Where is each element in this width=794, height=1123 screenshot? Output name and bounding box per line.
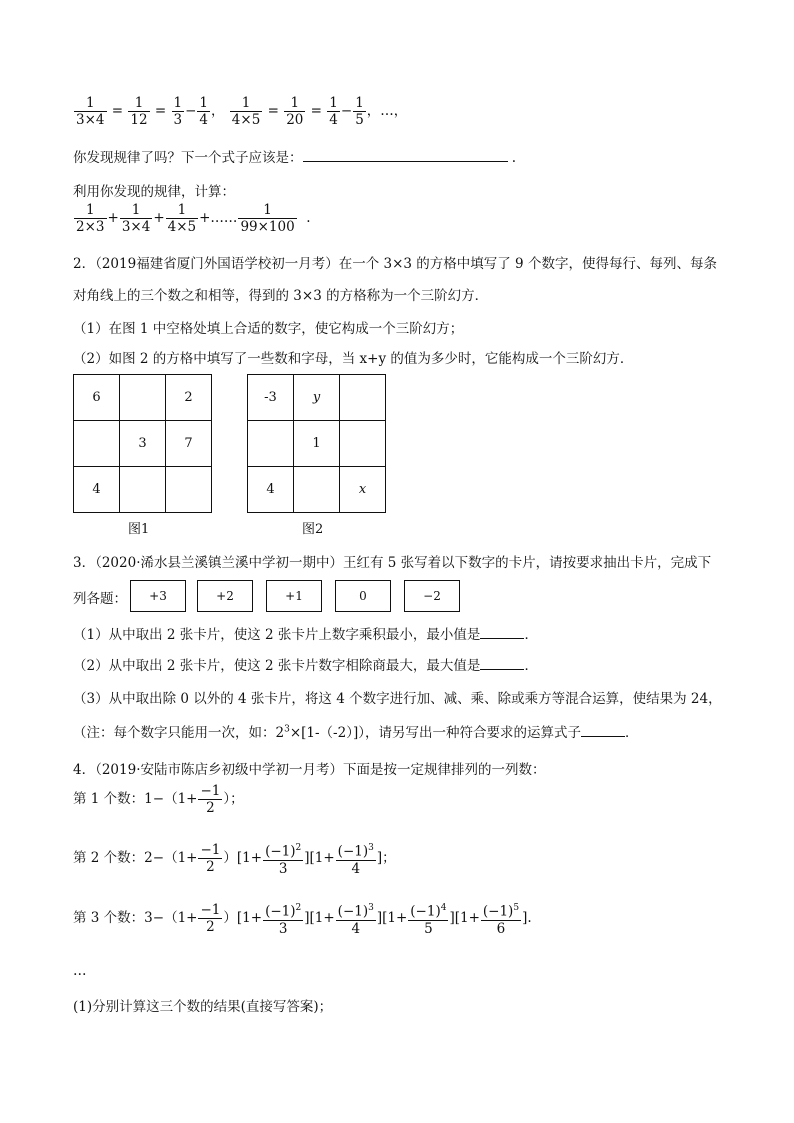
fig2-cell (340, 421, 386, 467)
q3-note-b: ×[1-（-2）]），请另写出一种符合要求的运算式子 (289, 725, 581, 741)
q4-number3: 第 3 个数：3−（1+ $\frac{-1}{2}$ ）[1+ $\frac{(-1)^2}{3}$ ][1+ $\frac{(-1)^3}{4}$ ][1+ $\frac{(-1)^4}{5}$ ][1+ $\frac{(-1)^5}{6}$ ]. (73, 901, 532, 937)
q3-part2-line: （2）从中取出 2 张卡片，使这 2 张卡片数字相除商最大，最大值是 ． (73, 658, 538, 674)
fig2-cell: -3 (248, 375, 294, 421)
q4-part1: (1)分别计算这三个数的结果(直接写答案)； (73, 999, 333, 1015)
q3-header-cont: 列各题： (73, 591, 127, 607)
apply-prompt: 利用你发现的规律，计算： (73, 184, 235, 200)
fig2-cell: 4 (248, 467, 294, 513)
discover-question: 你发现规律了吗？下一个式子应该是： (73, 150, 303, 166)
q3-part3: （3）从中取出除 0 以外的 4 张卡片，将这 4 个数字进行加、减、乘、除或乘方等混合运算，使结果为 24， (73, 691, 722, 707)
fig1-cell: 7 (166, 421, 212, 467)
answer-blank[interactable] (480, 626, 524, 639)
q4-n3-label: 第 3 个数： (73, 909, 145, 926)
fig2-caption: 图2 (302, 522, 324, 537)
q4-ellipsis: … (73, 963, 87, 979)
q2-part1: （1）在图 1 中空格处填上合适的数字，使它构成一个三阶幻方； (73, 321, 464, 337)
q2-header: 2．（2019福建省厦门外国语学校初一月考）在一个 3×3 的方格中填写了 9 个数字，使得每行、每列、每条 (73, 256, 717, 272)
fig1-cell: 4 (74, 467, 120, 513)
fig1-cell (120, 467, 166, 513)
answer-blank[interactable] (581, 724, 625, 737)
fig1-cell: 3 (120, 421, 166, 467)
q3-part1: （1）从中取出 2 张卡片，使这 2 张卡片上数字乘积最小，最小值是 (73, 627, 481, 643)
var-x: x (358, 482, 367, 497)
answer-blank[interactable] (303, 149, 508, 162)
q2-header-cont: 对角线上的三个数之和相等，得到的 3×3 的方格称为一个三阶幻方． (73, 288, 489, 304)
fig1-cell (74, 421, 120, 467)
q3-header: 3．（2020·浠水县兰溪镇兰溪中学初一期中）王红有 5 张写着以下数字的卡片，请按要求抽出卡片，完成下 (73, 555, 712, 571)
magic-square-fig1 (73, 374, 212, 513)
fig1-cell: 2 (166, 375, 212, 421)
number-card: +2 (197, 580, 253, 612)
q3-part2: （2）从中取出 2 张卡片，使这 2 张卡片数字相除商最大，最大值是 (73, 658, 481, 674)
q3-note-line: （注：每个数字只能用一次，如：$2^3\times[1-(-2)]$），请另写出一种符合要求的运算式子 ． (73, 724, 639, 741)
number-card: +1 (266, 580, 322, 612)
number-card: 0 (335, 580, 391, 612)
q3-part1-line: （1）从中取出 2 张卡片，使这 2 张卡片上数字乘积最小，最小值是 ． (73, 627, 538, 643)
number-card: +3 (130, 580, 186, 612)
pattern-formula: $\frac{1}{3\times 4}$ = $\frac{1}{12}$ = $\frac{1}{3}$ − $\frac{1}{4}$ ， $\frac{1}{4\times 5}$ = $\frac{1}{20}$ = $\frac{1}{4}$ − $\frac{1}{5}$ ，…， (76, 95, 408, 128)
fig2-cell (294, 467, 340, 513)
fig1-cell (166, 467, 212, 513)
fig2-cell (248, 421, 294, 467)
fig2-cell: 1 (294, 421, 340, 467)
q4-header: 4．（2019·安陆市陈店乡初级中学初一月考）下面是按一定规律排列的一列数： (73, 762, 546, 778)
fig2-cell (294, 375, 340, 421)
number-card: −2 (404, 580, 460, 612)
fig1-cell (120, 375, 166, 421)
q4-number2: 第 2 个数：2−（1+ $\frac{-1}{2}$ ）[1+ $\frac{(-1)^2}{3}$ ][1+ $\frac{(-1)^3}{4}$ ]； (73, 841, 396, 877)
fig1-cell: 6 (74, 375, 120, 421)
magic-square-fig2 (247, 374, 386, 513)
q4-number1: 第 1 个数：1−（1+ $\frac{-1}{2}$ ）； (73, 783, 244, 816)
fig2-cell (340, 375, 386, 421)
q3-note-sup: 3 (284, 724, 290, 735)
var-y: y (312, 390, 321, 405)
q4-n1-label: 第 1 个数： (73, 791, 145, 807)
q4-n2-label: 第 2 个数： (73, 849, 145, 866)
q2-part2: （2）如图 2 的方格中填写了一些数和字母，当 x+y 的值为多少时，它能构成一个三阶幻方． (73, 351, 634, 367)
answer-blank[interactable] (480, 657, 524, 670)
fig2-cell (340, 467, 386, 513)
discover-question-line: 你发现规律了吗？下一个式子应该是： . (73, 150, 517, 166)
fig1-caption: 图1 (128, 522, 150, 537)
q3-note-a: （注：每个数字只能用一次，如：2 (73, 725, 285, 741)
sum-formula: $\frac{1}{2\times 3}$ + $\frac{1}{3\times 4}$ + $\frac{1}{4\times 5}$ +…… $\frac{1}{99\times 100}$ . (76, 202, 311, 235)
